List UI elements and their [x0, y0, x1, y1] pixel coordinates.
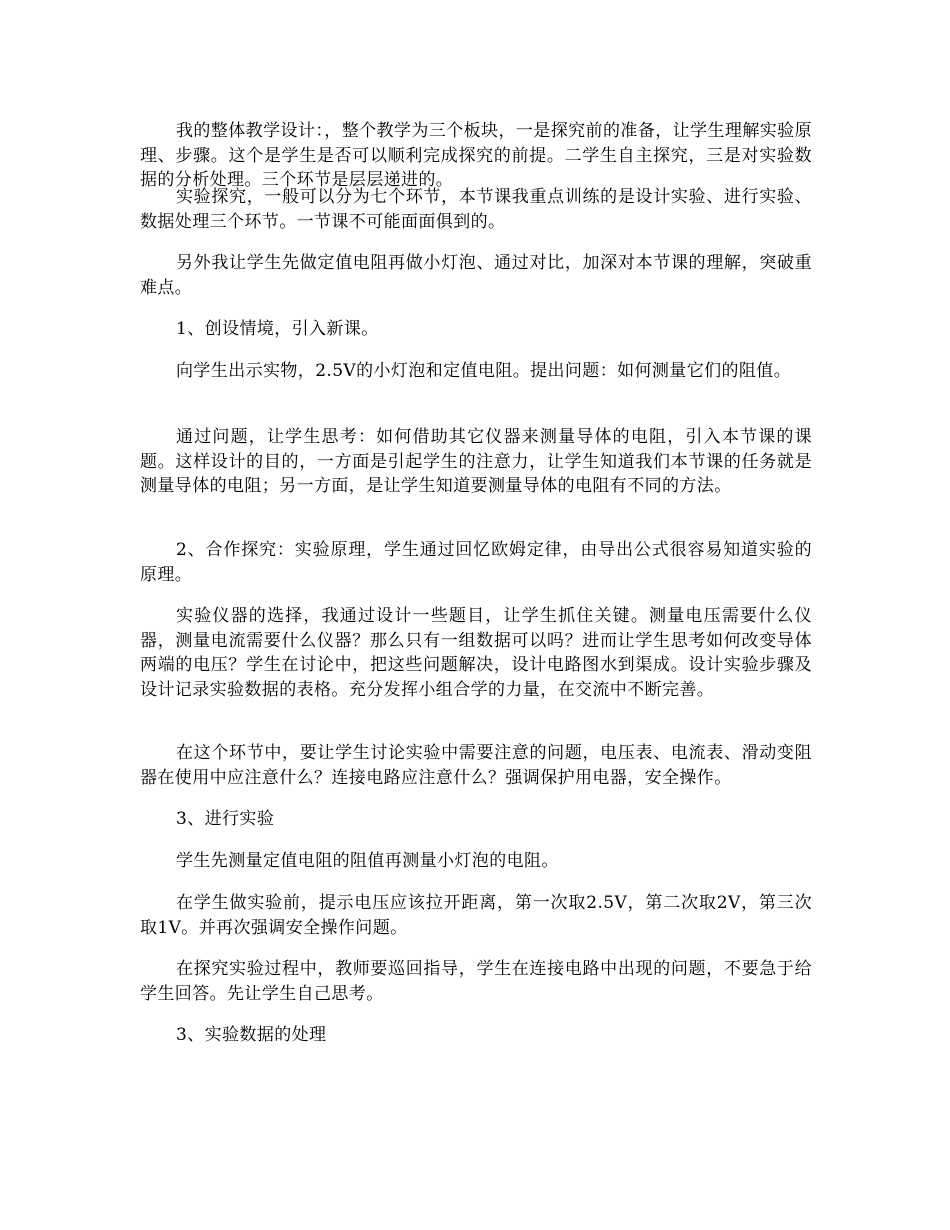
paragraph-instrument-selection: 实验仪器的选择，我通过设计一些题目，让学生抓住关键。测量电压需要什么仪器，测量电流需要什么仪器？那么只有一组数据可以吗？进而让学生思考如何改变导体两端的电压？学生在讨论中，把这些问题解决，设计电路图水到渠成。设计实验步骤及设计记录实验数据的表格。充分发挥小组合学的力量，在交流中不断完善。	[140, 606, 812, 700]
paragraph-teacher-guidance: 在探究实验过程中，教师要巡回指导，学生在连接电路中出现的问题，不要急于给学生回答。先让学生自己思考。	[140, 959, 812, 1004]
paragraph-experiment-stages: 实验探究，一般可以分为七个环节，本节课我重点训练的是设计实验、进行实验、数据处理三个环节。一节课不可能面面俱到的。	[140, 187, 812, 232]
paragraph-show-objects: 向学生出示实物，2.5V的小灯泡和定值电阻。提出问题：如何测量它们的阻值。	[176, 361, 792, 381]
heading-data-processing: 3、实验数据的处理	[176, 1025, 327, 1045]
paragraph-thinking-question: 通过问题，让学生思考：如何借助其它仪器来测量导体的电阻，引入本节课的课题。这样设计的目的，一方面是引起学生的注意力，让学生知道我们本节课的任务就是测量导体的电阻；另一方面，是让学生知道要测量导体的电阻有不同的方法。	[140, 427, 812, 496]
paragraph-comparison: 另外我让学生先做定值电阻再做小灯泡、通过对比，加深对本节课的理解，突破重难点。	[140, 253, 812, 298]
paragraph-measure-order: 学生先测量定值电阻的阻值再测量小灯泡的电阻。	[176, 851, 559, 871]
paragraph-overall-design: 我的整体教学设计：，整个教学为三个板块，一是探究前的准备，让学生理解实验原理、步骤。这个是学生是否可以顺利完成探究的前提。二学生自主探究，三是对实验数据的分析处理。三个环节是层层递进的。	[140, 121, 812, 190]
heading-step-1: 1、创设情境，引入新课。	[176, 319, 379, 339]
paragraph-voltage-hint: 在学生做实验前，提示电压应该拉开距离，第一次取2.5V，第二次取2V，第三次取1V。并再次强调安全操作问题。	[140, 893, 812, 938]
heading-step-2: 2、合作探究：实验原理，学生通过回忆欧姆定律，由导出公式很容易知道实验的原理。	[140, 540, 812, 585]
heading-step-3: 3、进行实验	[176, 809, 275, 829]
paragraph-precautions: 在这个环节中，要让学生讨论实验中需要注意的问题，电压表、电流表、滑动变阻器在使用中应注意什么？连接电路应注意什么？强调保护用电器，安全操作。	[140, 743, 812, 788]
